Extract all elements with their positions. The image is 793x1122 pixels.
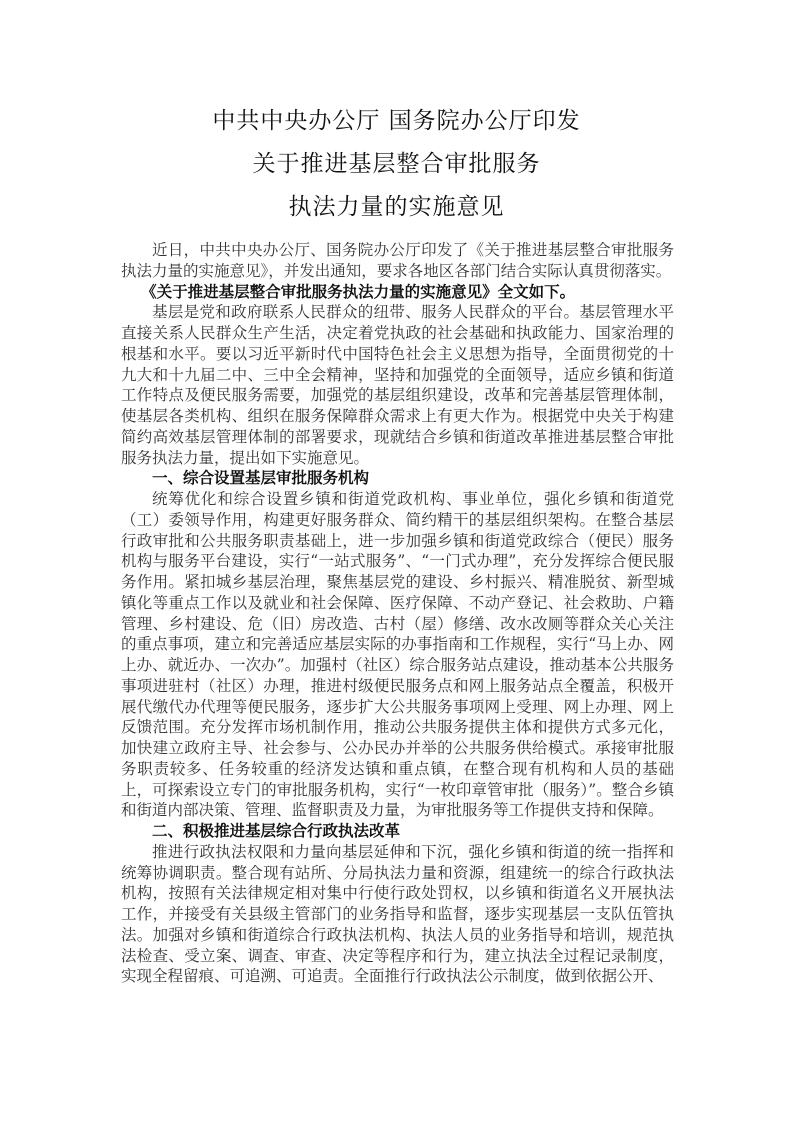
section-1-body: 统筹优化和综合设置乡镇和街道党政机构、事业单位，强化乡镇和街道党（工）委领导作用，构建更好服务群众、简约精干的基层组织架构。在整合基层行政审批和公共服务职责基础上，进一步加强乡镇和街道党政综合（便民）服务机构与服务平台建设，实行“一站式服务”、“一门式办理”，充分发挥综合便民服务作用。紧扣城乡基层治理，聚焦基层党的建设、乡村振兴、精准脱贫、新型城镇化等重点工作以及就业和社会保障、医疗保障、不动产登记、社会救助、户籍管理、乡村建设、危（旧）房改造、古村（屋）修缮、改水改厕等群众关心关注的重点事项，建立和完善适应基层实际的办事指南和工作规程，实行“马上办、网上办、就近办、一次办”。加强村（社区）综合服务站点建设，推动基本公共服务事项进驻村（社区）办理，推进村级便民服务点和网上服务站点全覆盖，积极开展代缴代办代理等便民服务，逐步扩大公共服务事项网上受理、网上办理、网上反馈范围。充分发挥市场机制作用，推动公共服务提供主体和提供方式多元化，加快建立政府主导、社会参与、公办民办并举的公共服务供给模式。承接审批服务职责较多、任务较重的经济发达镇和重点镇，在整合现有机构和人员的基础上，可探索设立专门的审批服务机构，实行“一枚印章管审批（服务）”。整合乡镇和街道内部决策、管理、监督职责及力量，为审批服务等工作提供支持和保障。 <box>121 490 674 820</box>
title-line-issuer: 中共中央办公厅 国务院办公厅印发 <box>212 108 581 134</box>
document-title <box>0 100 793 229</box>
fulltext-heading: 《关于推进基层整合审批服务执法力量的实施意见》全文如下。 <box>141 282 576 301</box>
title-line-subject-cont: 执法力量的实施意见 <box>288 194 505 220</box>
document-body <box>121 240 674 987</box>
title-line-subject: 关于推进基层整合审批服务 <box>252 151 541 177</box>
preamble-paragraph: 基层是党和政府联系人民群众的纽带、服务人民群众的平台。基层管理水平直接关系人民群众生产生活，决定着党执政的社会基础和执政能力、国家治理的根基和水平。要以习近平新时代中国特色社会主义思想为指导，全面贯彻党的十九大和十九届二中、三中全会精神，坚持和加强党的全面领导，适应乡镇和街道工作特点及便民服务需要，加强党的基层组织建设，改革和完善基层管理体制，使基层各类机构、组织在服务保障群众需求上有更大作为。根据党中央关于构建简约高效基层管理体制的部署要求，现就结合乡镇和街道改革推进基层整合审批服务执法力量，提出如下实施意见。 <box>121 303 674 467</box>
section-2-body: 推进行政执法权限和力量向基层延伸和下沉，强化乡镇和街道的统一指挥和统筹协调职责。整合现有站所、分局执法力量和资源，组建统一的综合行政执法机构，按照有关法律规定相对集中行使行政处罚权，以乡镇和街道名义开展执法工作，并接受有关县级主管部门的业务指导和监督，逐步实现基层一支队伍管执法。加强对乡镇和街道综合行政执法机构、执法人员的业务指导和培训，规范执法检查、受立案、调查、审查、决定等程序和行为，建立执法全过程记录制度，实现全程留痕、可追溯、可追责。全面推行行政执法公示制度，做到依据公开、 <box>121 842 674 986</box>
section-2-heading: 二、积极推进基层综合行政执法改革 <box>152 822 401 840</box>
intro-paragraph: 近日，中共中央办公厅、国务院办公厅印发了《关于推进基层整合审批服务执法力量的实施意见》，并发出通知，要求各地区各部门结合实际认真贯彻落实。 <box>121 241 674 280</box>
section-1-heading: 一、综合设置基层审批服务机构 <box>152 469 370 488</box>
